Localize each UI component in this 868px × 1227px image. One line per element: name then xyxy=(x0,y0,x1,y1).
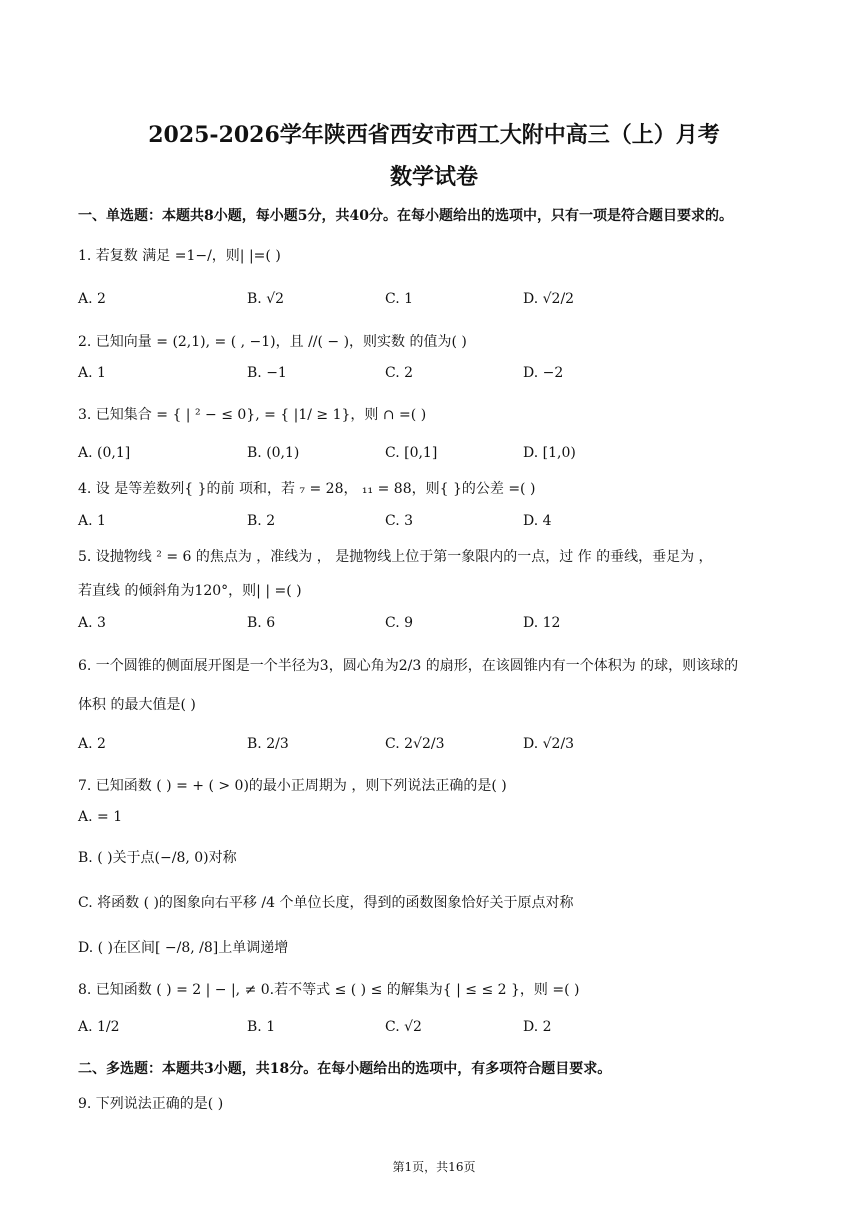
exam-title-line2: 数学试卷 xyxy=(389,164,478,190)
question-4-option-d: D. 4 xyxy=(523,513,552,529)
question-4-option-a: A. 1 xyxy=(78,513,106,529)
question-6-stem-line2: 体积 的最大值是( ) xyxy=(78,697,196,713)
page-footer: 第1页，共16页 xyxy=(392,1160,476,1174)
question-7-option-c: C. 将函数 ( )的图象向右平移 /4 个单位长度，得到的函数图象恰好关于原点对称 xyxy=(78,895,574,911)
question-8-stem: 8. 已知函数 ( ) = 2 | − |, ≠ 0.若不等式 ≤ ( ) ≤ 的解集为{ | ≤ ≤ 2 }，则 =( ) xyxy=(78,982,580,998)
question-2-option-d: D. −2 xyxy=(523,365,564,381)
question-3-option-d: D. [1,0) xyxy=(523,445,576,461)
section-heading-single-choice: 一、单选题：本题共8小题，每小题5分，共40分。在每小题给出的选项中，只有一项是符合题目要求的。 xyxy=(78,208,733,224)
question-5-option-b: B. 6 xyxy=(247,615,276,631)
question-8-option-d: D. 2 xyxy=(523,1019,552,1035)
question-4-stem: 4. 设 是等差数列{ }的前 项和，若 ₇ = 28， ₁₁ = 88，则{ }的公差 =( ) xyxy=(78,481,536,497)
question-3-option-c: C. [0,1] xyxy=(385,445,438,461)
question-5-stem-line2: 若直线 的倾斜角为120°，则| | =( ) xyxy=(78,583,302,599)
question-8-option-c: C. √2 xyxy=(385,1019,422,1035)
question-3-option-b: B. (0,1) xyxy=(247,445,300,461)
question-7-option-a: A. = 1 xyxy=(78,809,123,825)
question-1-option-b: B. √2 xyxy=(247,291,285,307)
question-6-option-d: D. √2/3 xyxy=(523,736,575,752)
question-7-stem: 7. 已知函数 ( ) = + ( > 0)的最小正周期为 ，则下列说法正确的是( ) xyxy=(78,778,507,794)
question-8-option-b: B. 1 xyxy=(247,1019,276,1035)
question-6-option-b: B. 2/3 xyxy=(247,736,289,752)
question-5-option-c: C. 9 xyxy=(385,615,414,631)
question-2-option-c: C. 2 xyxy=(385,365,414,381)
question-2-stem: 2. 已知向量 = (2,1), = ( , −1)，且 //( − )，则实数 的值为( ) xyxy=(78,334,467,350)
question-1-option-d: D. √2/2 xyxy=(523,291,575,307)
question-6-option-c: C. 2√2/3 xyxy=(385,736,445,752)
section-heading-multiple-choice: 二、多选题：本题共3小题，共18分。在每小题给出的选项中，有多项符合题目要求。 xyxy=(78,1061,612,1077)
question-9-stem: 9. 下列说法正确的是( ) xyxy=(78,1096,224,1112)
question-3-stem: 3. 已知集合 = { | ² − ≤ 0}, = { |1/ ≥ 1}，则 ∩ =( ) xyxy=(78,407,427,423)
question-5-option-d: D. 12 xyxy=(523,615,561,631)
question-3-option-a: A. (0,1] xyxy=(78,445,131,461)
question-6-stem-line1: 6. 一个圆锥的侧面展开图是一个半径为3，圆心角为2/3 的扇形，在该圆锥内有一个体积为 的球，则该球的 xyxy=(78,658,739,674)
question-1-option-a: A. 2 xyxy=(78,291,106,307)
question-7-option-b: B. ( )关于点(−/8, 0)对称 xyxy=(78,850,237,866)
question-4-option-b: B. 2 xyxy=(247,513,276,529)
question-5-stem-line1: 5. 设抛物线 ² = 6 的焦点为 ，准线为 ， 是抛物线上位于第一象限内的一点，过 作 的垂线，垂足为 ， xyxy=(78,549,713,565)
question-5-option-a: A. 3 xyxy=(78,615,106,631)
question-7-option-d: D. ( )在区间[ −/8, /8]上单调递增 xyxy=(78,940,289,956)
question-2-option-a: A. 1 xyxy=(78,365,106,381)
question-6-option-a: A. 2 xyxy=(78,736,106,752)
question-1-option-c: C. 1 xyxy=(385,291,414,307)
question-2-option-b: B. −1 xyxy=(247,365,287,381)
question-8-option-a: A. 1/2 xyxy=(78,1019,120,1035)
question-4-option-c: C. 3 xyxy=(385,513,414,529)
exam-title-line1: 2025-2026学年陕西省西安市西工大附中高三（上）月考 xyxy=(148,122,720,148)
question-1-stem: 1. 若复数 满足 =1−/，则| |=( ) xyxy=(78,248,281,264)
